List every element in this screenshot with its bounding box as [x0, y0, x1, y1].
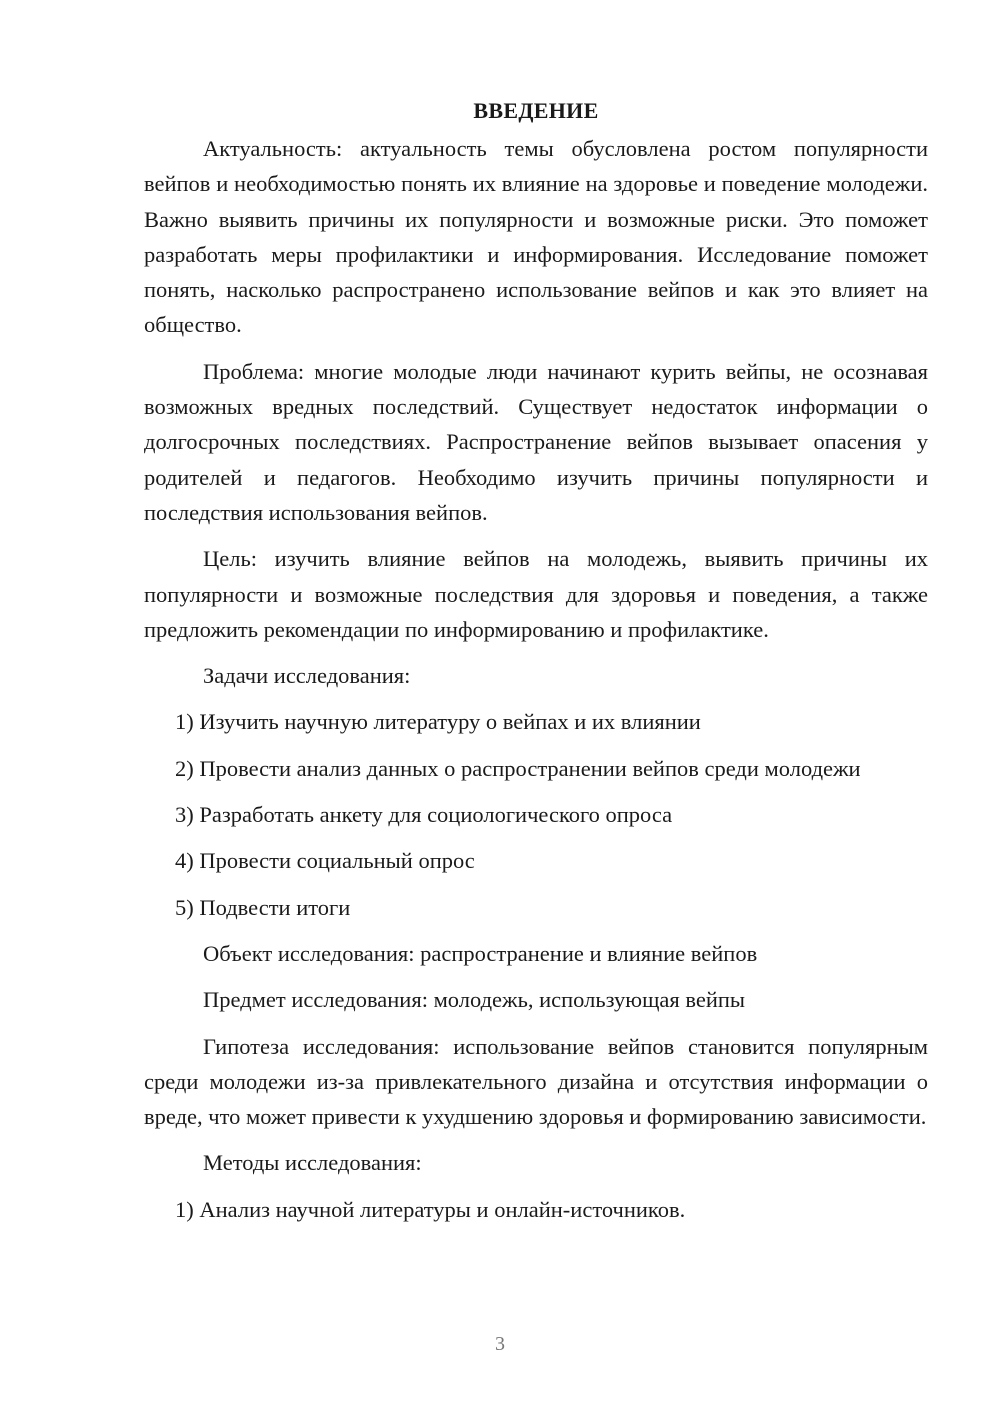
page-title: ВВЕДЕНИЕ	[473, 98, 599, 123]
paragraph-subject: Предмет исследования: молодежь, использующая вейпы	[203, 987, 746, 1013]
methods-heading: Методы исследования:	[203, 1150, 422, 1176]
task-item-3: 3) Разработать анкету для социологического опроса	[175, 802, 673, 828]
paragraph-goal: Цель: изучить влияние вейпов на молодежь, выявить причины их популярности и возможные последствия для здоровья и поведения, а также предложить рекомендации по информированию и профилактике.	[144, 546, 928, 642]
method-item-1: 1) Анализ научной литературы и онлайн-источников.	[175, 1196, 686, 1222]
page-content	[144, 95, 928, 1227]
task-item-1: 1) Изучить научную литературу о вейпах и их влиянии	[175, 709, 701, 735]
task-item-5: 5) Подвести итоги	[175, 894, 351, 920]
paragraph-relevance: Актуальность: актуальность темы обусловлена ростом популярности вейпов и необходимостью понять их влияние на здоровье и поведение молодежи. Важно выявить причины их популярности и возможные риски. Это поможет разработать меры профилактики и информирования. Исследование поможет понять, насколько распространено использование вейпов и как это влияет на общество.	[144, 136, 928, 338]
paragraph-problem: Проблема: многие молодые люди начинают курить вейпы, не осознавая возможных вредных последствий. Существует недостаток информации о долгосрочных последствиях. Распространение вейпов вызывает опасения у родителей и педагогов. Необходимо изучить причины популярности и последствия использования вейпов.	[144, 358, 928, 525]
tasks-heading: Задачи исследования:	[203, 663, 411, 689]
task-item-2: 2) Провести анализ данных о распространении вейпов среди молодежи	[175, 755, 861, 781]
task-item-4: 4) Провести социальный опрос	[175, 848, 475, 874]
page-number: 3	[495, 1333, 505, 1355]
paragraph-hypothesis: Гипотеза исследования: использование вейпов становится популярным среди молодежи из-за привлекательного дизайна и отсутствия информации о вреде, что может привести к ухудшению здоровья и формированию зависимости.	[144, 1033, 928, 1130]
paragraph-object: Объект исследования: распространение и влияние вейпов	[203, 940, 758, 966]
